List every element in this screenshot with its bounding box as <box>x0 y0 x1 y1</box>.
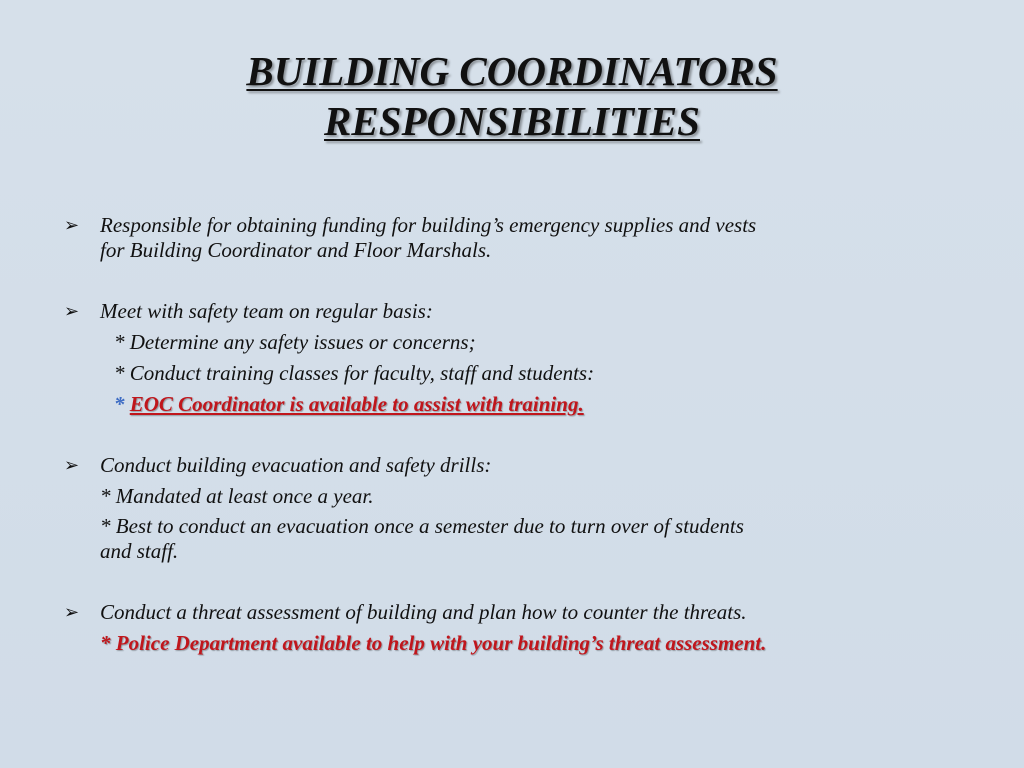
item-2-text: Meet with safety team on regular basis: <box>100 299 433 323</box>
item-4-text: Conduct a threat assessment of building and plan how to counter the threats. <box>100 600 747 624</box>
item-2-sub-2: * Conduct training classes for faculty, staff and students: <box>114 361 595 385</box>
arrowhead-bullet-icon: ➢ <box>64 301 80 321</box>
slide-title <box>0 46 1024 146</box>
item-2-sub-1: * Determine any safety issues or concerns; <box>114 330 476 354</box>
slide-title-line-1: BUILDING COORDINATORS <box>246 48 778 94</box>
item-3-text: Conduct building evacuation and safety drills: <box>100 453 492 477</box>
police-department-note: * Police Department available to help with your building’s threat assessment. <box>100 631 767 655</box>
item-1-line-2: for Building Coordinator and Floor Marshals. <box>100 238 492 262</box>
item-2-sub-3 <box>114 392 584 417</box>
arrowhead-bullet-icon: ➢ <box>64 455 80 475</box>
item-3-sub-2-line-1: * Best to conduct an evacuation once a semester due to turn over of students <box>100 514 744 538</box>
slide-title-line-2: RESPONSIBILITIES <box>324 98 700 144</box>
item-1-line-1: Responsible for obtaining funding for building’s emergency supplies and vests <box>100 213 757 237</box>
item-3-sub-1: * Mandated at least once a year. <box>100 484 374 508</box>
blue-asterisk: * <box>114 392 125 416</box>
item-3-sub-2-line-2: and staff. <box>100 539 179 563</box>
eoc-coordinator-note: EOC Coordinator is available to assist with training. <box>129 392 584 416</box>
arrowhead-bullet-icon: ➢ <box>64 602 80 622</box>
arrowhead-bullet-icon: ➢ <box>64 215 80 235</box>
